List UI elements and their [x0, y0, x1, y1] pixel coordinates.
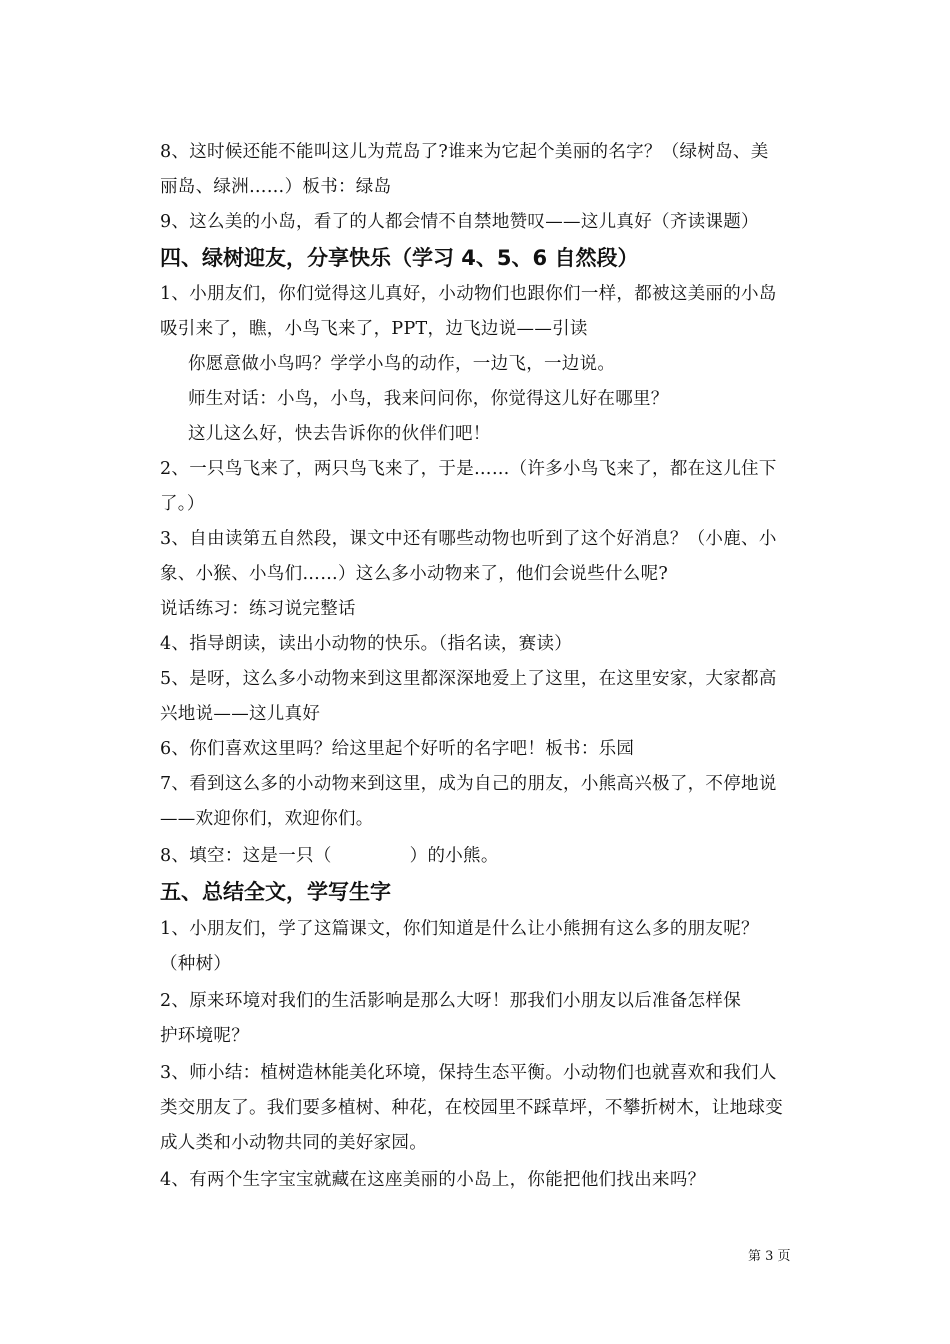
section-heading: 五、总结全文，学写生字: [160, 880, 391, 904]
paragraph-line: 你愿意做小鸟吗？学学小鸟的动作，一边飞，一边说。: [188, 354, 616, 374]
paragraph-line: 丽岛、绿洲……）板书：绿岛: [160, 177, 392, 197]
fill-blank-suffix: ）的小熊。: [409, 846, 499, 866]
paragraph-line: 9、这么美的小岛，看了的人都会情不自禁地赞叹——这儿真好（齐读课题）: [160, 212, 759, 232]
paragraph-line: 5、是呀，这么多小动物来到这里都深深地爱上了这里，在这里安家，大家都高: [160, 669, 777, 689]
paragraph-line: 8、这时候还能不能叫这儿为荒岛了?谁来为它起个美丽的名字？（绿树岛、美: [160, 142, 769, 162]
paragraph-line: 兴地说——这儿真好: [160, 704, 321, 724]
paragraph-line: 了。）: [160, 494, 205, 514]
paragraph-line: 3、师小结：植树造林能美化环境，保持生态平衡。小动物们也就喜欢和我们人: [160, 1063, 777, 1083]
paragraph-line: 这儿这么好，快去告诉你的伙伴们吧！: [188, 424, 491, 444]
paragraph-line: 象、小猴、小鸟们……）这么多小动物来了，他们会说些什么呢?: [160, 564, 669, 584]
paragraph-line: 类交朋友了。我们要多植树、种花，在校园里不踩草坪，不攀折树木，让地球变: [160, 1098, 783, 1118]
paragraph-line: （种树）: [160, 954, 232, 974]
paragraph-line: 7、看到这么多的小动物来到这里，成为自己的朋友，小熊高兴极了，不停地说: [160, 774, 777, 794]
paragraph-line: 2、一只鸟飞来了，两只鸟飞来了，于是……（许多小鸟飞来了，都在这儿住下: [160, 459, 777, 479]
paragraph-line: 4、指导朗读，读出小动物的快乐。（指名读，赛读）: [160, 634, 573, 654]
paragraph-line: 师生对话：小鸟，小鸟，我来问问你，你觉得这儿好在哪里？: [188, 389, 669, 409]
fill-blank-line: [160, 843, 499, 869]
paragraph-line: 1、小朋友们，你们觉得这儿真好，小动物们也跟你们一样，都被这美丽的小岛: [160, 284, 777, 304]
paragraph-line: 1、小朋友们，学了这篇课文，你们知道是什么让小熊拥有这么多的朋友呢？: [160, 919, 759, 939]
paragraph-line: 成人类和小动物共同的美好家园。: [160, 1133, 427, 1153]
page-number: 第 3 页: [748, 1249, 791, 1264]
fill-blank-prefix: 8、填空：这是一只（: [160, 846, 332, 866]
paragraph-line: 吸引来了，瞧，小鸟飞来了，PPT，边飞边说——引读: [160, 319, 588, 339]
paragraph-line: 6、你们喜欢这里吗？给这里起个好听的名字吧！板书：乐园: [160, 739, 635, 759]
paragraph-line: 说话练习：练习说完整话: [160, 599, 356, 619]
paragraph-line: 4、有两个生字宝宝就藏在这座美丽的小岛上，你能把他们找出来吗？: [160, 1170, 706, 1190]
paragraph-line: ——欢迎你们，欢迎你们。: [160, 809, 374, 829]
section-heading: 四、绿树迎友，分享快乐（学习 4、5、6 自然段）: [160, 246, 639, 270]
paragraph-line: 护环境呢？: [160, 1026, 249, 1046]
paragraph-line: 2、原来环境对我们的生活影响是那么大呀！那我们小朋友以后准备怎样保: [160, 991, 742, 1011]
paragraph-line: 3、自由读第五自然段，课文中还有哪些动物也听到了这个好消息？（小鹿、小: [160, 529, 777, 549]
